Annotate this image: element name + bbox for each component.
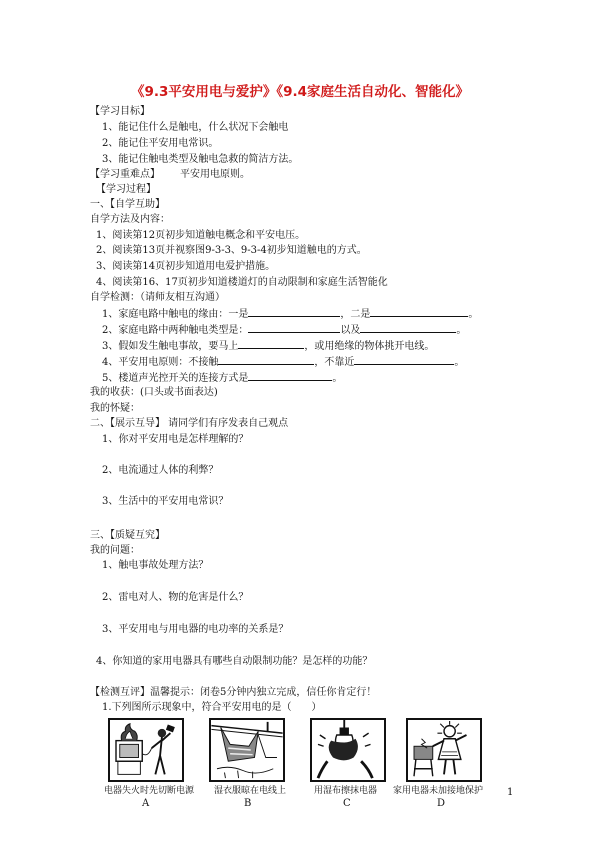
- part1-heading: 一、【自学互助】: [90, 199, 165, 210]
- part1-item-4: 4、阅读第16、17页初步知道楼道灯的自动限制和家庭生活智能化: [96, 277, 388, 288]
- check-4-text-a: 4、平安用电原则：不接触: [102, 357, 219, 368]
- part1-item-2: 2、阅读第13页并视察图9-3-3、9-3-4初步知道触电的方式。: [96, 245, 367, 256]
- figure-c-wet-cloth-wiping: [310, 718, 386, 782]
- question-1: 1.下列图所示现象中，符合平安用电的是（ ）: [102, 702, 322, 713]
- page-number: 1: [507, 787, 514, 798]
- self-check-label: 自学检测：（请师友相互沟通）: [90, 292, 225, 303]
- part3-item-3: 3、平安用电与用电器的电功率的关系是？: [102, 624, 289, 635]
- doubt: 我的怀疑：: [90, 403, 140, 414]
- fill-blank[interactable]: [218, 355, 314, 365]
- figure-d-no-grounding: [406, 718, 482, 782]
- question-label: 我的问题：: [90, 545, 140, 556]
- check-5-text-b: 。: [332, 373, 343, 384]
- goal-item-1: 1、能记住什么是触电，什么状况下会触电: [102, 122, 289, 133]
- check-5: [102, 371, 342, 385]
- fill-blank[interactable]: [370, 307, 468, 317]
- page-title: 《9.3平安用电与爱护》《9.4家庭生活自动化、智能化》: [130, 84, 470, 100]
- key-text: 平安用电原则。: [180, 169, 250, 180]
- part1-method: 自学方法及内容：: [90, 214, 170, 225]
- part2-item-3: 3、生活中的平安用电常识？: [102, 496, 229, 507]
- fill-blank[interactable]: [248, 323, 340, 333]
- check-3: [102, 339, 434, 353]
- check-4: [102, 355, 464, 369]
- key-point: [90, 169, 250, 181]
- part3-item-1: 1、触电事故处理方法？: [102, 560, 209, 571]
- part2-item-2: 2、电流通过人体的利弊？: [102, 465, 219, 476]
- part2-heading: 二、【展示互导】 请同学们有序发表自己观点: [90, 418, 289, 429]
- caption-c: 用湿布擦抹电器: [314, 786, 378, 796]
- fill-blank[interactable]: [248, 307, 340, 317]
- check-2-text-b: 以及: [340, 325, 361, 336]
- caption-d: 家用电器未加接地保护: [393, 786, 484, 796]
- part2-item-1: 1、你对平安用电是怎样理解的？: [102, 434, 249, 445]
- check-4-text-c: 。: [454, 357, 465, 368]
- option-b[interactable]: B: [244, 798, 252, 809]
- goal-item-3: 3、能记住触电类型及触电急救的简洁方法。: [102, 154, 299, 165]
- check-2-text-c: 。: [456, 325, 467, 336]
- no-grounding-illustration: [408, 720, 480, 780]
- option-a[interactable]: A: [142, 798, 150, 809]
- fill-blank[interactable]: [248, 371, 332, 381]
- option-c[interactable]: C: [343, 798, 351, 809]
- caption-b: 湿衣服晾在电线上: [214, 786, 287, 796]
- check-1-text-a: 1、家庭电路中触电的缘由：一是: [102, 309, 249, 320]
- check-3-text-b: ，或用绝缘的物体挑开电线。: [304, 341, 435, 352]
- check-2-text-a: 2、家庭电路中两种触电类型是：: [102, 325, 249, 336]
- check-2: [102, 323, 466, 337]
- goal-item-2: 2、能记住平安用电常识。: [102, 138, 219, 149]
- part1-item-1: 1、阅读第12页初步知道触电概念和平安电压。: [96, 230, 306, 241]
- fill-blank[interactable]: [354, 355, 454, 365]
- clothes-on-wire-illustration: [211, 720, 283, 780]
- part3-heading: 三、【质疑互究】: [90, 530, 165, 541]
- part1-item-3: 3、阅读第14页初步知道用电爱护措施。: [96, 261, 276, 272]
- key-label: 【学习重难点】: [90, 169, 160, 180]
- option-d[interactable]: D: [437, 798, 446, 809]
- check-4-text-b: ，不靠近: [314, 357, 355, 368]
- wet-cloth-wiping-illustration: [312, 720, 384, 780]
- check-1-text-c: 。: [468, 309, 479, 320]
- test-heading: 【检测互评】温馨提示：闭卷5分钟内独立完成，信任你肯定行！: [90, 687, 377, 698]
- figure-a-fire-unplug: [108, 718, 184, 782]
- part3-item-4: 4、你知道的家用电器具有哪些自动限制功能？是怎样的功能？: [96, 656, 373, 667]
- caption-a: 电器失火时先切断电源: [104, 786, 195, 796]
- fire-unplug-illustration: [110, 720, 182, 780]
- goals-heading: 【学习目标】: [90, 106, 150, 117]
- fill-blank[interactable]: [360, 323, 456, 333]
- harvest: 我的收获：(口头或书面表达): [90, 387, 218, 398]
- check-5-text-a: 5、楼道声光控开关的连接方式是: [102, 373, 249, 384]
- check-3-text-a: 3、假如发生触电事故，要马上: [102, 341, 239, 352]
- part3-item-2: 2、雷电对人、物的危害是什么？: [102, 592, 249, 603]
- process-heading: 【学习过程】: [96, 184, 156, 195]
- check-1-text-b: ，二是: [340, 309, 371, 320]
- fill-blank[interactable]: [238, 339, 304, 349]
- check-1: [102, 307, 478, 321]
- figure-b-clothes-on-wire: [209, 718, 285, 782]
